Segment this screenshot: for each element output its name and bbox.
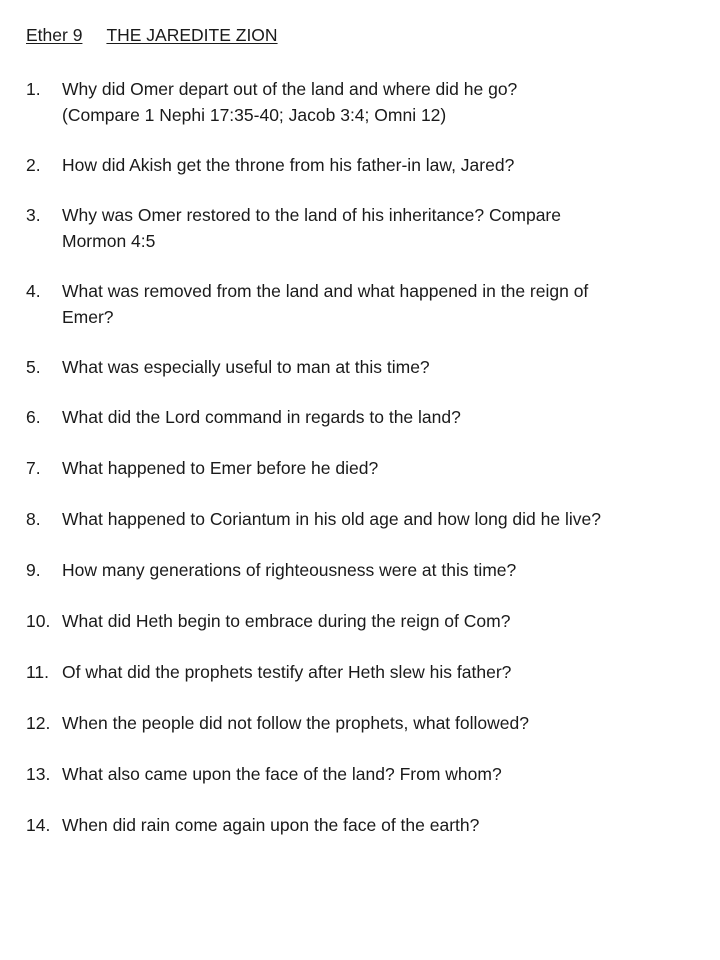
question-text <box>62 557 706 583</box>
question-line: What did the Lord command in regards to the land? <box>62 407 461 427</box>
question-text <box>62 202 706 254</box>
question-item <box>26 152 706 178</box>
question-line: Why was Omer restored to the land of his inheritance? Compare <box>62 205 561 225</box>
question-text <box>62 710 706 736</box>
question-item <box>26 278 706 330</box>
question-item <box>26 557 706 583</box>
question-text <box>62 812 706 838</box>
question-item <box>26 404 706 430</box>
question-text <box>62 455 706 481</box>
question-item <box>26 761 706 787</box>
question-line: What was especially useful to man at this time? <box>62 357 430 377</box>
question-text <box>62 278 706 330</box>
question-item <box>26 608 706 634</box>
question-item <box>26 354 706 380</box>
question-line: How did Akish get the throne from his father-in law, Jared? <box>62 155 515 175</box>
question-text <box>62 659 706 685</box>
question-number: 1. <box>26 79 41 99</box>
question-line: Emer? <box>62 307 114 327</box>
question-number: 12. <box>26 713 51 733</box>
question-number: 8. <box>26 509 41 529</box>
question-line: What also came upon the face of the land? From whom? <box>62 764 502 784</box>
question-line: Mormon 4:5 <box>62 231 156 251</box>
question-line: What happened to Coriantum in his old age and how long did he live? <box>62 509 601 529</box>
question-text <box>62 761 706 787</box>
question-line: What happened to Emer before he died? <box>62 458 379 478</box>
question-line: When did rain come again upon the face of the earth? <box>62 815 480 835</box>
question-item <box>26 812 706 838</box>
question-number: 13. <box>26 764 51 784</box>
page-title <box>26 24 278 46</box>
question-number: 14. <box>26 815 51 835</box>
question-text <box>62 506 706 532</box>
question-item <box>26 710 706 736</box>
question-text <box>62 404 706 430</box>
question-number: 9. <box>26 560 41 580</box>
question-text <box>62 152 706 178</box>
question-line: Of what did the prophets testify after Heth slew his father? <box>62 662 512 682</box>
question-item <box>26 455 706 481</box>
question-text <box>62 608 706 634</box>
question-number: 7. <box>26 458 41 478</box>
question-item <box>26 202 706 254</box>
title-reference: Ether 9 <box>26 25 83 45</box>
question-line: (Compare 1 Nephi 17:35-40; Jacob 3:4; Omni 12) <box>62 105 447 125</box>
question-text <box>62 354 706 380</box>
question-number: 5. <box>26 357 41 377</box>
question-number: 3. <box>26 205 41 225</box>
question-line: Why did Omer depart out of the land and where did he go? <box>62 79 518 99</box>
question-number: 6. <box>26 407 41 427</box>
question-item <box>26 506 706 532</box>
question-line: What did Heth begin to embrace during the reign of Com? <box>62 611 511 631</box>
title-heading: THE JAREDITE ZION <box>106 25 278 45</box>
question-item <box>26 659 706 685</box>
question-number: 2. <box>26 155 41 175</box>
question-line: How many generations of righteousness were at this time? <box>62 560 517 580</box>
question-line: When the people did not follow the prophets, what followed? <box>62 713 529 733</box>
question-number: 4. <box>26 281 41 301</box>
question-number: 10. <box>26 611 51 631</box>
question-line: What was removed from the land and what happened in the reign of <box>62 281 589 301</box>
question-number: 11. <box>26 662 50 682</box>
question-text <box>62 76 706 128</box>
question-item <box>26 76 706 128</box>
